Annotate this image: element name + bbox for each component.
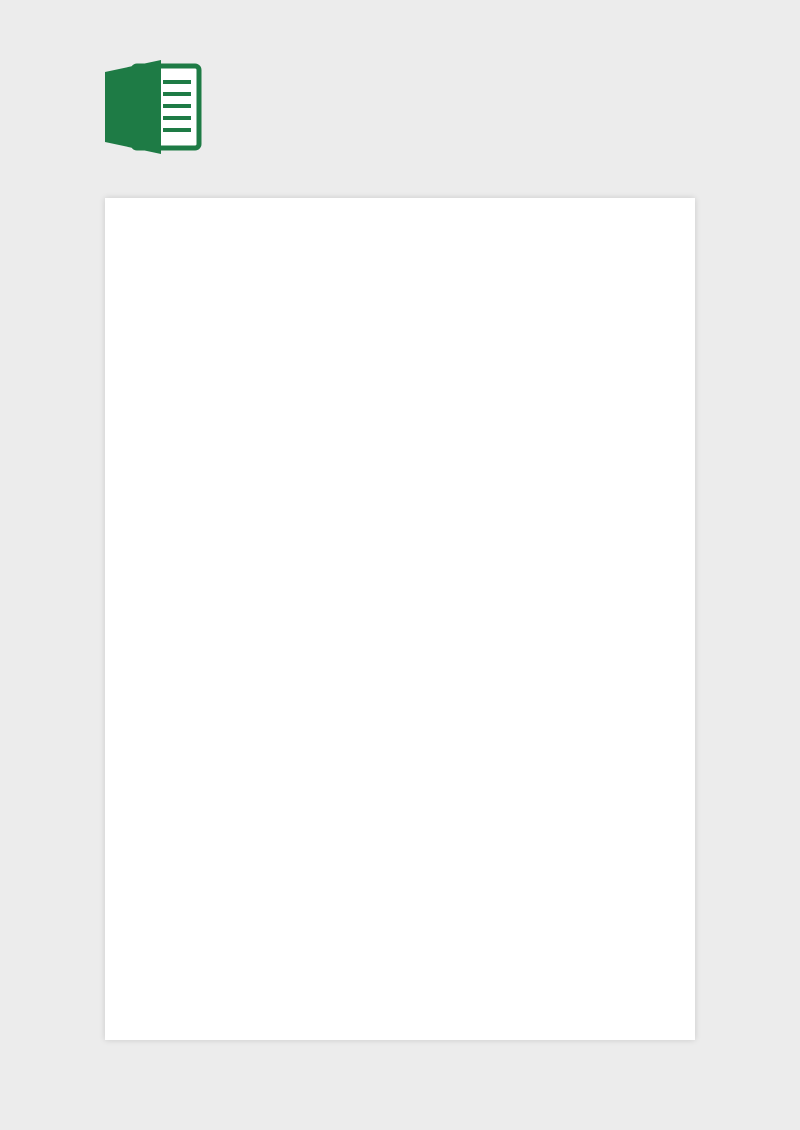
page-header	[0, 0, 800, 200]
document-sheet	[105, 198, 695, 1040]
excel-icon	[103, 58, 203, 156]
